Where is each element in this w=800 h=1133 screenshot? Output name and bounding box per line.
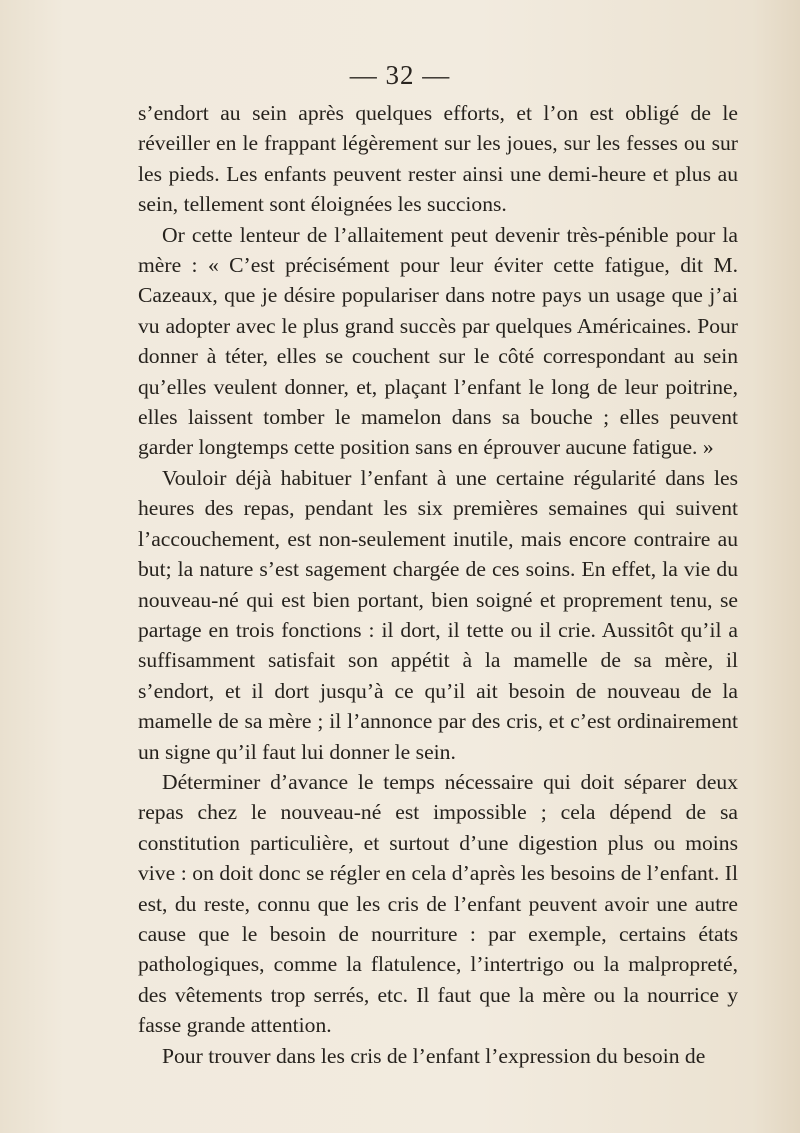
paragraph-2: Or cette lenteur de l’allaitement peut devenir très-pénible pour la mère : « C’est précisément pour leur éviter cette fatigue, dit M. Cazeaux, que je désire populariser dans notre pays un usage que j’ai vu adopter avec le plus grand succès par quelques Américaines. Pour donner à téter, elles se couchent sur le côté correspondant au sein qu’elles veulent donner, et, plaçant l’enfant le long de leur poitrine, elles laissent tomber le mamelon dans sa bouche ; elles peuvent garder longtemps cette position sans en éprouver aucune fatigue. » [138, 222, 738, 460]
paragraph-4: Déterminer d’avance le temps nécessaire qui doit séparer deux repas chez le nouveau-né est impossible ; cela dépend de sa constitution particulière, et surtout d’une digestion plus ou moins vive : on doit donc se régler en cela d’après les besoins de l’enfant. Il est, du reste, connu que les cris de l’enfant peuvent avoir une autre cause que le besoin de nourriture : par exemple, certains états pathologiques, comme la flatulence, l’intertrigo ou la malpropreté, des vêtements trop serrés, etc. Il faut que la mère ou la nourrice y fasse grande attention. [138, 769, 738, 1038]
paragraph-1: s’endort au sein après quelques efforts, et l’on est obligé de le réveiller en le frappant légèrement sur les joues, sur les fesses ou sur les pieds. Les enfants peuvent rester ainsi une demi-heure et plus au sein, tellement sont éloignées les succions. [138, 101, 738, 217]
paragraph-3: Vouloir déjà habituer l’enfant à une certaine régularité dans les heures des repas, pendant les six premières semaines qui suivent l’accouchement, est non-seulement inutile, mais encore contraire au but; la nature s’est sagement chargée de ces soins. En effet, la vie du nouveau-né qui est bien portant, bien soigné et proprement tenu, se partage en trois fonctions : il dort, il tette ou il crie. Aussitôt qu’il a suffisamment satisfait son appétit à la mamelle de sa mère, il s’endort, et il dort jusqu’à ce qu’il ait besoin de nouveau de la mamelle de sa mère ; il l’annonce par des cris, et c’est ordinairement un signe qu’il faut lui donner le sein. [138, 465, 738, 764]
paragraph-5: Pour trouver dans les cris de l’enfant l’expression du besoin de [162, 1043, 706, 1068]
body-text [138, 98, 738, 1071]
page-number: — 32 — [349, 60, 451, 90]
